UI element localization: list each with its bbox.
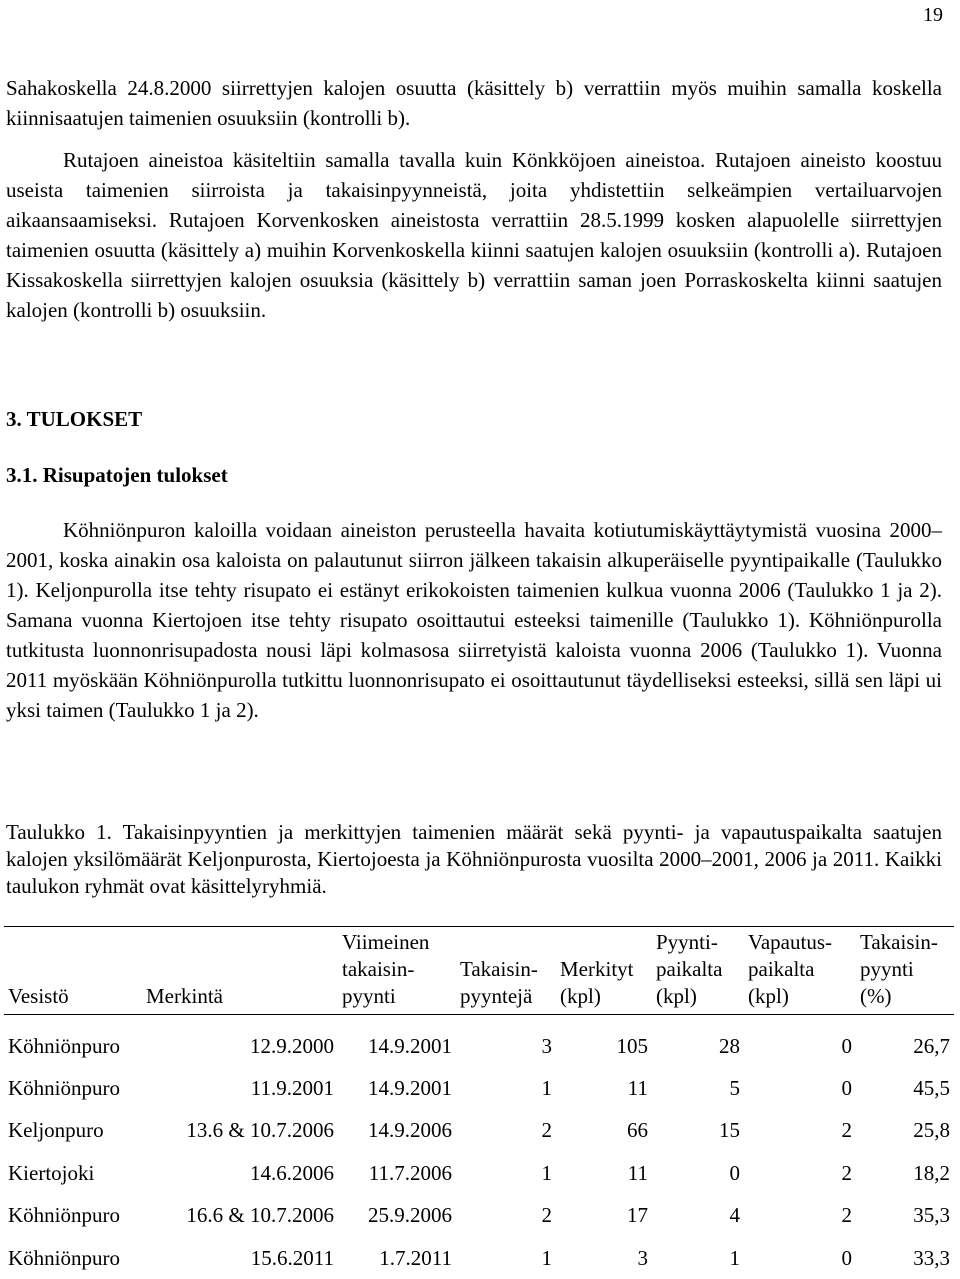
cell-merkinta: 13.6 & 10.7.2006 xyxy=(186,1118,334,1143)
cell-takaisinpyynteja: 1 xyxy=(541,1245,552,1270)
table-row xyxy=(4,1195,954,1237)
cell-takaisinpyynti: 18,2 xyxy=(913,1160,950,1185)
cell-vapautuspaikalta: 0 xyxy=(841,1076,852,1101)
cell-merkinta: 12.9.2000 xyxy=(250,1033,334,1058)
header-merkinta: Merkintä xyxy=(142,927,338,1015)
header-vapautuspaikalta: Vapautus- paikalta (kpl) xyxy=(744,927,856,1015)
header-viimeinen-takaisinpyynti: Viimeinen takaisin- pyynti xyxy=(338,927,456,1015)
cell-takaisinpyynti: 33,3 xyxy=(913,1245,950,1270)
cell-merkityt: 66 xyxy=(627,1118,648,1143)
cell-merkinta: 11.9.2001 xyxy=(250,1076,334,1101)
paragraph-rutajoki: Rutajoen aineistoa käsiteltiin samalla tavalla kuin Könkköjoen aineistoa. Rutajoen aineisto koostuu useista taimenien siirroista ja takaisinpyynneistä, joita yhdistettiin selkeämpien vertailuarvojen aikaansaamiseksi. Rutajoen Korvenkosken aineistosta verrattiin 28.5.1999 kosken alapuolelle siirrettyjen taimenien osuutta (käsittely a) muihin Korvenkoskella kiinni saatujen kalojen osuuksiin (kontrolli a). Rutajoen Kissakoskella siirrettyjen kalojen osuuksia (käsittely b) verrattiin saman joen Porraskoskelta kiinni saatujen kalojen (kontrolli b) osuuksiin. xyxy=(6,148,942,322)
cell-viimeinen: 11.7.2006 xyxy=(368,1160,452,1185)
cell-pyyntipaikalta: 28 xyxy=(719,1033,740,1058)
cell-merkinta: 16.6 & 10.7.2006 xyxy=(186,1203,334,1228)
cell-takaisinpyynteja: 2 xyxy=(541,1118,552,1143)
cell-vesisto: Köhniönpuro xyxy=(8,1203,120,1228)
cell-merkityt: 11 xyxy=(627,1160,648,1185)
results-table xyxy=(4,926,954,1279)
header-takaisinpyynteja: Takaisin- pyyntejä xyxy=(456,927,556,1015)
cell-takaisinpyynteja: 1 xyxy=(541,1160,552,1185)
paragraph-results: Köhniönpuron kaloilla voidaan aineiston perusteella havaita kotiutumiskäyttäytymistä vuosina 2000–2001, koska ainakin osa kaloista on palautunut siirron jälkeen takaisin alkuperäiselle pyyntipaikalle (Taulukko 1). Keljonpurolla itse tehty risupato ei estänyt erikokoisten taimenien kulkua vuonna 2006 (Taulukko 1 ja 2). Samana vuonna Kiertojoen itse tehty risupato osoittautui esteeksi taimenille (Taulukko 1). Köhniönpurolla tutkitusta luonnonrisupadosta nousi läpi kolmasosa siirretyistä kaloista vuonna 2006 (Taulukko 1). Vuonna 2011 myöskään Köhniönpurolla tutkittu luonnonrisupato ei osoittautunut täydelliseksi esteeksi, sillä sen läpi ui yksi taimen (Taulukko 1 ja 2). xyxy=(6,518,942,722)
table-row xyxy=(4,1110,954,1152)
cell-vapautuspaikalta: 0 xyxy=(841,1245,852,1270)
header-merkityt: Merkityt (kpl) xyxy=(556,927,652,1015)
cell-takaisinpyynti: 35,3 xyxy=(913,1203,950,1228)
cell-viimeinen: 14.9.2006 xyxy=(368,1118,452,1143)
subsection-heading: 3.1. Risupatojen tulokset xyxy=(6,463,228,487)
cell-merkityt: 17 xyxy=(627,1203,648,1228)
paragraph-sahakoski: Sahakoskella 24.8.2000 siirrettyjen kalojen osuutta (käsittely b) verrattiin myös muihin samalla koskella kiinnisaatujen taimenien osuuksiin (kontrolli b). xyxy=(6,76,942,130)
cell-viimeinen: 1.7.2011 xyxy=(379,1245,452,1270)
cell-merkinta: 14.6.2006 xyxy=(250,1160,334,1185)
table-header-row xyxy=(4,927,954,1015)
cell-merkinta: 15.6.2011 xyxy=(250,1245,334,1270)
cell-takaisinpyynti: 25,8 xyxy=(913,1118,950,1143)
page-number: 19 xyxy=(923,4,943,26)
header-takaisinpyynti-pct: Takaisin- pyynti (%) xyxy=(856,927,954,1015)
cell-vesisto: Köhniönpuro xyxy=(8,1033,120,1058)
cell-vapautuspaikalta: 2 xyxy=(841,1203,852,1228)
cell-vapautuspaikalta: 2 xyxy=(841,1160,852,1185)
cell-takaisinpyynteja: 1 xyxy=(541,1076,552,1101)
cell-takaisinpyynti: 45,5 xyxy=(913,1076,950,1101)
cell-pyyntipaikalta: 4 xyxy=(729,1203,740,1228)
header-vesisto: Vesistö xyxy=(4,927,142,1015)
cell-takaisinpyynteja: 2 xyxy=(541,1203,552,1228)
table-row xyxy=(4,1152,954,1194)
cell-pyyntipaikalta: 1 xyxy=(729,1245,740,1270)
cell-takaisinpyynti: 26,7 xyxy=(913,1033,950,1058)
cell-vesisto: Keljonpuro xyxy=(8,1118,104,1143)
cell-viimeinen: 14.9.2001 xyxy=(368,1076,452,1101)
section-heading: 3. TULOKSET xyxy=(6,407,143,431)
table-row xyxy=(4,1015,954,1068)
table-row xyxy=(4,1237,954,1279)
cell-vapautuspaikalta: 0 xyxy=(841,1033,852,1058)
cell-vesisto: Köhniönpuro xyxy=(8,1245,120,1270)
cell-pyyntipaikalta: 15 xyxy=(719,1118,740,1143)
cell-merkityt: 105 xyxy=(616,1033,648,1058)
cell-takaisinpyynteja: 3 xyxy=(541,1033,552,1058)
header-pyyntipaikalta: Pyynti- paikalta (kpl) xyxy=(652,927,744,1015)
cell-viimeinen: 25.9.2006 xyxy=(368,1203,452,1228)
cell-merkityt: 11 xyxy=(627,1076,648,1101)
table-row xyxy=(4,1067,954,1109)
cell-pyyntipaikalta: 0 xyxy=(729,1160,740,1185)
cell-viimeinen: 14.9.2001 xyxy=(368,1033,452,1058)
cell-vapautuspaikalta: 2 xyxy=(841,1118,852,1143)
table-caption: Taulukko 1. Takaisinpyyntien ja merkittyjen taimenien määrät sekä pyynti- ja vapautuspaikalta saatujen kalojen yksilömäärät Keljonpurosta, Kiertojoesta ja Köhniönpurosta vuosilta 2000–2001, 2006 ja 2011. Kaikki taulukon ryhmät ovat käsittelyryhmiä. xyxy=(6,820,942,898)
cell-vesisto: Kiertojoki xyxy=(8,1160,95,1185)
cell-vesisto: Köhniönpuro xyxy=(8,1076,120,1101)
cell-pyyntipaikalta: 5 xyxy=(729,1076,740,1101)
cell-merkityt: 3 xyxy=(637,1245,648,1270)
